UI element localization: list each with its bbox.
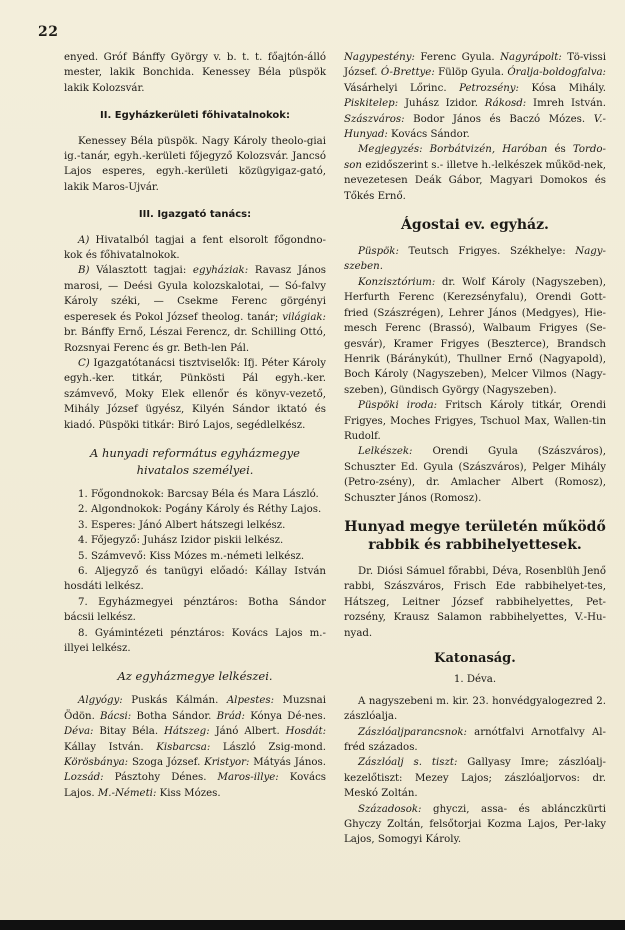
hunyad-egyhazmegye-title: A hunyadi református egyházmegye hivatalos személyei. <box>90 445 300 477</box>
text-fragment: Orendi Gyula (Szászváros), Schuszter Ed. Gyula (Szászváros), Pelger Mihály (Petro-zsény), dr. Amlacher Albert (Romosz), Schuszter János (Romosz). <box>344 446 606 504</box>
pastor-name: Fülöp Gyula. <box>434 67 508 79</box>
text-fragment: arnótfalvi Arnotfalvy Al-fréd százados. <box>344 726 606 754</box>
right-column <box>344 50 606 848</box>
lelkeszek-continued <box>344 50 606 142</box>
text-fragment: Teutsch Frigyes. Székhelye: <box>398 246 576 258</box>
place-name: Hosdát: <box>285 726 327 738</box>
section-ii-text: Kenessey Béla püspök. Nagy Károly theolo-giai ig.-tanár, egyh.-kerületi főjegyző Kolozsvár. Jancsó Lajos esperes, egyh.-kerületi közügyigaz-gató, lakik Maros-Ujvár. <box>64 135 326 193</box>
place-name: Alpestes: <box>226 695 275 707</box>
place-name: Körösbánya: <box>64 757 129 769</box>
pastor-name: Jánó Albert. <box>209 726 286 738</box>
pastor-name: Puskás Kálmán. <box>122 695 227 707</box>
place-name: Déva: <box>64 726 94 738</box>
pastor-name: Ferenc Gyula. <box>414 52 501 63</box>
page-bottom-border <box>0 920 625 930</box>
list-item: 5. Számvevő: Kiss Mózes m.-németi lelkész. <box>78 550 305 562</box>
megjegyzes-paragraph <box>344 142 606 204</box>
place-name: Hátszeg: <box>164 726 210 738</box>
pastor-name: Kósa Mihály. <box>518 82 606 94</box>
pastor-name: Juhász Izidor. <box>398 98 485 110</box>
place-name: V.-Hunyad: <box>344 113 606 141</box>
list-item: 3. Esperes: Jánó Albert hátszegi lelkész. <box>78 519 286 531</box>
text-fragment: ezidőszerint s.- illetve h.-lelkészek működ-nek, nevezetesen Deák Gábor, Magyari Domokos és Tőkés Ernő. <box>344 159 606 202</box>
place-name: Ó-Brettye: <box>380 67 435 79</box>
puspoki-iroda-paragraph <box>344 398 606 444</box>
konzisztorium-label: Konzisztórium: <box>358 276 436 288</box>
pastor-name: Tö-vissi József. <box>344 52 606 79</box>
rabbik-paragraph: Dr. Diósi Sámuel főrabbi, Déva, Rosenblüh Jenő rabbi, Szászváros, Frisch Ede rabbihelyet-tes, Hátszeg, Leitner József rabbihelyettes, Pet-rozsény, Krausz Salamon rabbihelyettes, V.-Hu-nyad. <box>344 565 606 639</box>
pastor-name: Botha Sándor. <box>131 710 217 722</box>
pastor-name: Kállay István. <box>64 741 157 753</box>
left-column <box>64 50 326 801</box>
label-c: C) <box>78 357 90 369</box>
deva-heading: 1. Déva. <box>453 674 497 686</box>
section-ii-heading: II. Egyházkerületi főhivatalnokok: <box>100 110 290 122</box>
list-item: 2. Algondnokok: Pogány Károly és Réthy Lajos. <box>78 504 322 516</box>
list-item: 6. Aljegyző és tanügyi előadó: Kállay István hosdáti lelkész. <box>64 565 326 593</box>
text-fragment: dr. Wolf Károly (Nagyszeben), Herfurth Ferenc (Kerezsényfalu), Orendi Gott-fried (Szászrégen), Lehrer János (Medgyes), Hie-mesch Ferenc (Brassó), Walbaum Frigyes (Se-gesvár), Kramer Frigyes (Beszterce), Brandsch Henrik (Báránykút), Thullner Ernő (Nagyapold), Boch Károly (Nagyszeben), Melcer Vilmos (Nagy-szeben), Gündisch György (Nagyszeben). <box>344 276 606 396</box>
text-a: Hivatalból tagjai a fent elsorolt főgondno-kok és főhivatalnokok. <box>64 234 326 262</box>
paragraph-a <box>64 233 326 264</box>
place-name: Algyógy: <box>78 695 123 707</box>
list-item: 7. Egyházmegyei pénztáros: Botha Sándor bácsii lelkész. <box>64 596 326 624</box>
zaszloaljparancsnok-paragraph <box>344 725 606 756</box>
pastor-name: Mátyás János. <box>249 757 327 769</box>
pastor-name: Imreh István. <box>526 98 606 110</box>
place-name: Nagypestény: <box>344 52 415 63</box>
deva-paragraph: A nagyszebeni m. kir. 23. honvédgyalogezred 2. zászlóalja. <box>344 695 606 723</box>
place-name: M.-Németi: <box>97 787 157 799</box>
label-a: A) <box>78 234 90 246</box>
lelkeszek-title: Az egyházmegye lelkészei. <box>117 669 273 684</box>
agostai-heading: Ágostai ev. egyház. <box>401 217 549 234</box>
list-item: 8. Gyámintézeti pénztáros: Kovács Lajos m.-illyei lelkész. <box>64 627 326 654</box>
pastor-name: Szoga József. <box>128 757 205 769</box>
place-name: Petrozsény: <box>459 82 519 94</box>
text-fragment: ghyczi, assa- és ablánczkürti Ghyczy Zoltán, felsőtorjai Kozma Lajos, Per-laky Lajos, Somogyi Károly. <box>344 803 606 846</box>
katonasag-heading: Katonaság. <box>434 651 516 666</box>
place-name: Brád: <box>216 710 245 722</box>
pastor-name: László Zsig-mond. <box>210 741 327 753</box>
iroda-label: Püspöki iroda: <box>358 400 438 412</box>
section-iii-heading: III. Igazgató tanács: <box>138 209 252 221</box>
officials-list <box>64 487 326 656</box>
pastor-name: Kónya Dé-nes. <box>244 710 326 722</box>
pastor-name: Bitay Béla. <box>93 726 164 738</box>
szazadosok-paragraph <box>344 802 606 848</box>
text-fragment: Fritsch Károly titkár, Orendi Frigyes, Moches Frigyes, Tschuol Max, Wallen-tin Rudolf. <box>344 400 606 442</box>
rabbik-heading: Hunyad megye területén működő rabbik és rabbihelyettesek. <box>344 518 606 553</box>
puspok-paragraph <box>344 244 606 275</box>
pastor-name: Pásztohy Dénes. <box>103 772 218 784</box>
text-fragment <box>423 144 430 155</box>
list-item: 1. Főgondnokok: Barcsay Béla és Mara László. <box>78 488 319 500</box>
konzisztorium-paragraph <box>344 275 606 398</box>
text-fragment: Gallyasy Imre; zászlóalj-kezelőtiszt: Mezey Lajos; zászlóaljorvos: dr. Meskó Zoltán. <box>344 757 606 800</box>
label-b: B) <box>78 265 90 277</box>
place-name: Óralja-boldogfalva: <box>507 67 606 79</box>
place-name: Lozsád: <box>64 772 104 784</box>
place-name: Rákosd: <box>484 98 527 110</box>
paragraph-b <box>64 263 326 355</box>
text-c: Igazgatótanácsi tisztviselők: Ifj. Péter Károly egyh.-ker. titkár, Pünkösti Pál egyh.-ker. számvevő, Moky Elek ellenőr és könyv-vezető, Mihály József ügyész, Kilyén Sándor iktató és kiadó. Püspöki titkár: Biró Lajos, segédlelkész. <box>64 357 326 431</box>
place-name: Maros-illye: <box>217 772 279 784</box>
place-name: Kristyor: <box>204 757 250 769</box>
place-name: Bácsi: <box>100 710 132 722</box>
zp-label: Zászlóaljparancsnok: <box>358 726 467 738</box>
paragraph-c <box>64 356 326 433</box>
label-vilagiak: világiak: <box>282 311 326 323</box>
place-name: Kisbarcsa: <box>156 741 211 753</box>
place-name: Szászváros: <box>344 113 405 125</box>
place-name: Nagyrápolt: <box>500 52 562 63</box>
text-b3: br. Bánffy Ernő, Lészai Ferencz, dr. Schilling Ottó, Rozsnyai Ferenc és gr. Beth-len Pál. <box>64 327 326 354</box>
lelkeszek-ev-paragraph <box>344 444 606 506</box>
intro-paragraph: enyed. Gróf Bánffy György v. b. t. t. főajtón-álló mester, lakik Bonchida. Kenessey Béla püspök lakik Kolozsvár. <box>64 52 326 94</box>
label-egyhaziak: egyháziak: <box>192 265 249 277</box>
place-name: Borbátvizén, Haróban <box>429 144 548 156</box>
text-b: Választott tagjai: <box>89 265 193 277</box>
page-number: 22 <box>38 24 59 40</box>
sz-label: Századosok: <box>358 803 422 815</box>
zaszloalj-tiszt-paragraph <box>344 755 606 801</box>
text-b2: Ravasz János marosi, — Deési Gyula kolozskalotai, — Só-falvy Károly széki, — Csekme Ferenc görgényi esperesek és Pokol József theolog. tanár; <box>64 265 326 323</box>
pastor-name: Muzsnai Ödön. <box>64 695 326 722</box>
list-item: 4. Főjegyző: Juhász Izidor piskii lelkész. <box>78 535 284 547</box>
lelkeszek-paragraph <box>64 693 326 801</box>
place-name: Piskitelep: <box>344 98 399 110</box>
place-name: Tordo-son <box>344 144 606 171</box>
text-fragment: és <box>547 144 573 156</box>
pastor-name: Vásárhelyi Lőrinc. <box>344 82 460 94</box>
place-name: Nagy-szeben. <box>344 246 606 273</box>
puspok-label: Püspök: <box>358 246 399 258</box>
zt-label: Zászlóalj s. tiszt: <box>358 757 458 769</box>
lelkeszek-label: Lelkészek: <box>358 446 413 458</box>
pastor-name: Bodor János és Baczó Mózes. <box>404 113 594 125</box>
pastor-name: Kovács Sándor. <box>387 129 470 141</box>
pastor-name: Kiss Mózes. <box>156 787 221 799</box>
pastor-name: Kovács Lajos. <box>64 772 326 799</box>
megjegyzes-label: Megjegyzés: <box>358 144 423 156</box>
